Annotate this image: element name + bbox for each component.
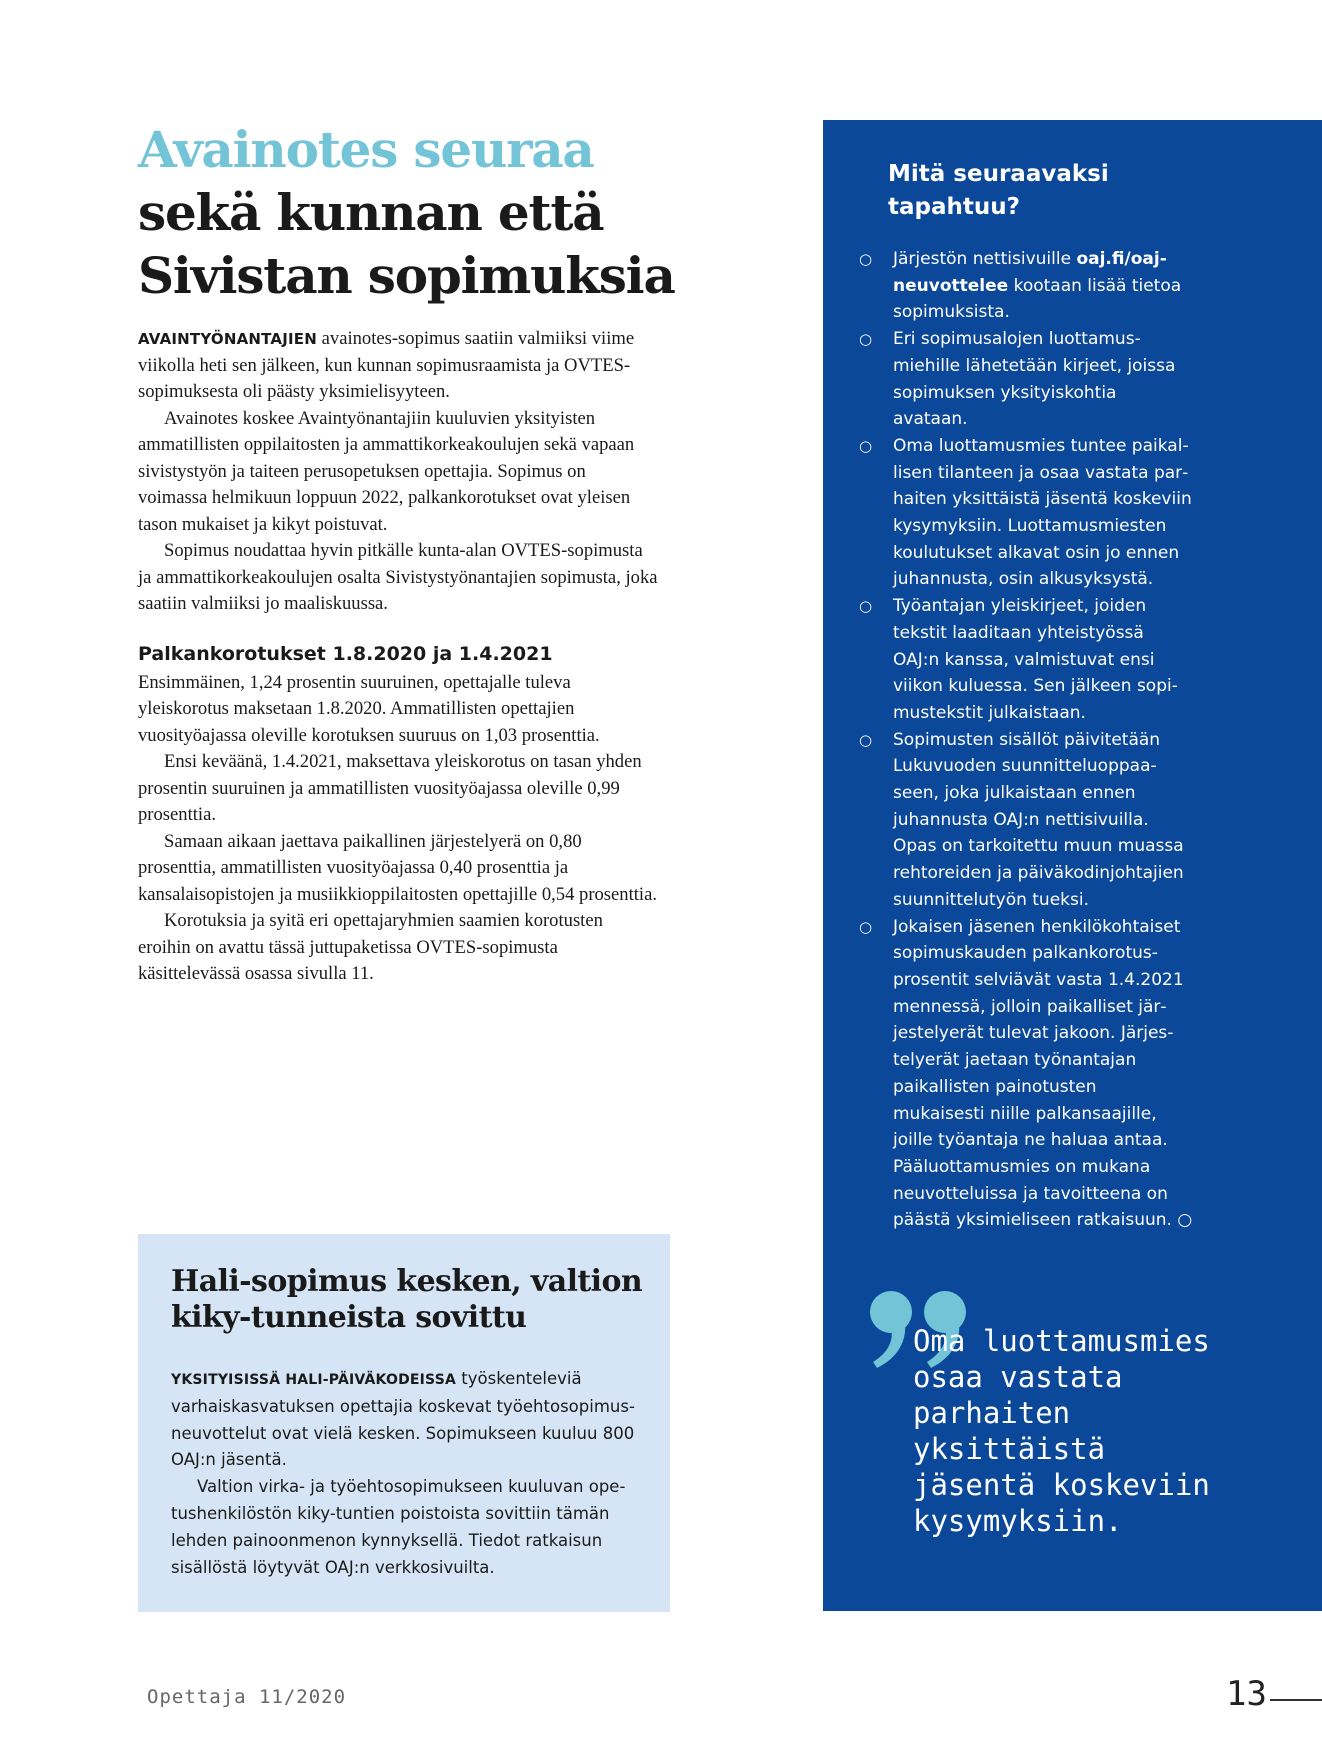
sidebar-list-item: [823, 914, 1193, 1234]
lead-caps: YKSITYISISSÄ HALI-PÄIVÄKODEISSA: [171, 1372, 457, 1388]
item-text: Jokaisen jäsenen henkilökohtaiset sopimuskauden palkankorotusprosentit selviävät vasta 1.4.2021 mennessä, jolloin paikalliset järjestelyerät tulevat jakoon. Järjestelyerät jaetaan työnantajan paikallisten painotusten mukaisesti niille palkansaajille, joille työantaja ne haluaa antaa. Pääluottamusmies on mukana neuvotteluissa ja tavoitteena on päästä yksimieliseen ratkaisuun. ○: [893, 916, 1193, 1231]
headline-main-line: sekä kunnan että Sivistan sopimuksia: [138, 183, 675, 305]
paragraph-text: avainotes-sopimus saatiin valmiiksi viime viikolla heti sen jälkeen, kun kunnan sopimusraamista ja OVTES-sopimuksesta oli päästy yksimielisyyteen.: [138, 328, 635, 402]
item-text: Työantajan yleiskirjeet, joiden tekstit laaditaan yhteistyössä OAJ:n kanssa, valmistuvat ensi viikon kuluessa. Sen jälkeen sopimustekstit julkaistaan.: [893, 596, 1178, 723]
circle-bullet-icon: ○: [859, 250, 873, 268]
article-paragraph: Avainotes koskee Avaintyönantajiin kuuluvien yksityisten ammatillisten oppilaitosten ja ammattikorkeakoulujen sekä vapaan sivistystyön ja taiteen perusopetuksen opettajia. Sopimus on voimassa helmikuun loppuun 2022, palkankorotukset ovat yleisen tason mukaiset ja kikyt poistuvat.: [138, 407, 635, 535]
article-headline: [138, 118, 698, 307]
circle-bullet-icon: ○: [859, 917, 873, 936]
item-text: kootaan lisää tietoa sopimuksista.: [893, 275, 1182, 323]
infobox-paragraph: Valtion virka- ja työehtosopimukseen kuuluvan opetushenkilöstön kiky-tuntien poistoista sovittiin tämän lehden painoonmenon kynnyksellä. Tiedot ratkaisun sisällöstä löytyvät OAJ:n verkkosivuilta.: [171, 1477, 626, 1577]
page-number-rule: [1270, 1699, 1322, 1701]
lead-caps: AVAINTYÖNANTAJIEN: [138, 330, 317, 348]
article-paragraph: Sopimus noudattaa hyvin pitkälle kunta-alan OVTES-sopimusta ja ammattikorkeakoulujen osalta Sivistystyönantajien sopimusta, joka saatiin valmiiksi jo maaliskuussa.: [138, 540, 658, 614]
sidebar-list-item: [823, 593, 1193, 727]
article-paragraph: Samaan aikaan jaettava paikallinen järjestelyerä on 0,80 prosenttia, ammatillisten vuosityöajassa 0,40 prosenttia ja kansalaisopistojen ja musiikkioppilaitosten opettajille 0,54 prosenttia.: [138, 830, 657, 905]
article-body: [138, 326, 658, 988]
sidebar-list-item: [823, 246, 1193, 326]
article-paragraph: Ensimmäinen, 1,24 prosentin suuruinen, opettajalle tuleva yleiskorotus maksetaan 1.8.2020. Ammatillisten opettajien vuosityöajassa oleville korotuksen suuruus on 1,03 prosenttia.: [138, 671, 600, 746]
paragraph-text: työskenteleviä varhaiskasvatuksen opettajia koskevat työehtosopimusneuvottelut ovat vielä kesken. Sopimukseen kuuluu 800 OAJ:n jäsentä.: [171, 1369, 635, 1470]
item-text: Sopimusten sisällöt päivitetään Lukuvuoden suunnitteluoppaaseen, joka julkaistaan ennen juhannusta OAJ:n nettisivuilla. Opas on tarkoitettu muun muassa rehtoreiden ja päiväkodinjohtajien suunnittelutyön tueksi.: [893, 729, 1184, 910]
circle-bullet-icon: ○: [859, 436, 873, 455]
infobox: [138, 1234, 670, 1612]
item-text: Järjestön nettisivuille: [893, 249, 1077, 269]
publication-label: Opettaja 11/2020: [147, 1686, 347, 1708]
item-text: Eri sopimusalojen luottamusmiehille lähetetään kirjeet, joissa sopimuksen yksityiskohtia avataan.: [893, 329, 1176, 430]
pull-quote: Oma luottamusmies osaa vastata parhaiten yksittäistä jäsentä koskeviin kysymyksiin.: [913, 1324, 1210, 1538]
circle-bullet-icon: ○: [859, 730, 873, 749]
sidebar-panel: [823, 120, 1322, 1611]
infobox-paragraph: [171, 1366, 641, 1474]
sidebar-title: Mitä seuraavaksi tapahtuu?: [888, 161, 1109, 220]
sidebar-list-item: [823, 433, 1193, 593]
item-text: Oma luottamusmies tuntee paikallisen tilanteen ja osaa vastata parhaiten yksittäistä jäsentä koskeviin kysymyksiin. Luottamusmiesten koulutukset alkavat osin jo ennen juhannusta, osin alkusyksystä.: [893, 435, 1192, 590]
article-paragraph: Korotuksia ja syitä eri opettajaryhmien saamien korotusten eroihin on avattu tässä juttupaketissa OVTES-sopimusta käsittelevässä osassa sivulla 11.: [138, 910, 603, 984]
article-paragraph: [138, 326, 658, 406]
page-number: 13: [1226, 1674, 1267, 1714]
sidebar-list-item: [823, 727, 1193, 914]
infobox-title: Hali-sopimus kesken, valtion kiky-tunneista sovittu: [171, 1264, 643, 1335]
sidebar-list: [823, 246, 1322, 1234]
website-link[interactable]: oaj.fi/oajneuvottelee: [893, 249, 1167, 296]
headline-accent-line: Avainotes seuraa: [138, 120, 594, 179]
infobox-body: [171, 1366, 641, 1581]
circle-bullet-icon: ○: [859, 330, 873, 349]
article-paragraph: Ensi keväänä, 1.4.2021, maksettava yleiskorotus on tasan yhden prosentin suuruinen ja ammatillisten vuosityöajassa oleville 0,99 prosenttia.: [138, 751, 642, 825]
article-subheading: Palkankorotukset 1.8.2020 ja 1.4.2021: [138, 642, 553, 665]
circle-bullet-icon: ○: [859, 597, 873, 616]
sidebar-list-item: [823, 326, 1193, 433]
